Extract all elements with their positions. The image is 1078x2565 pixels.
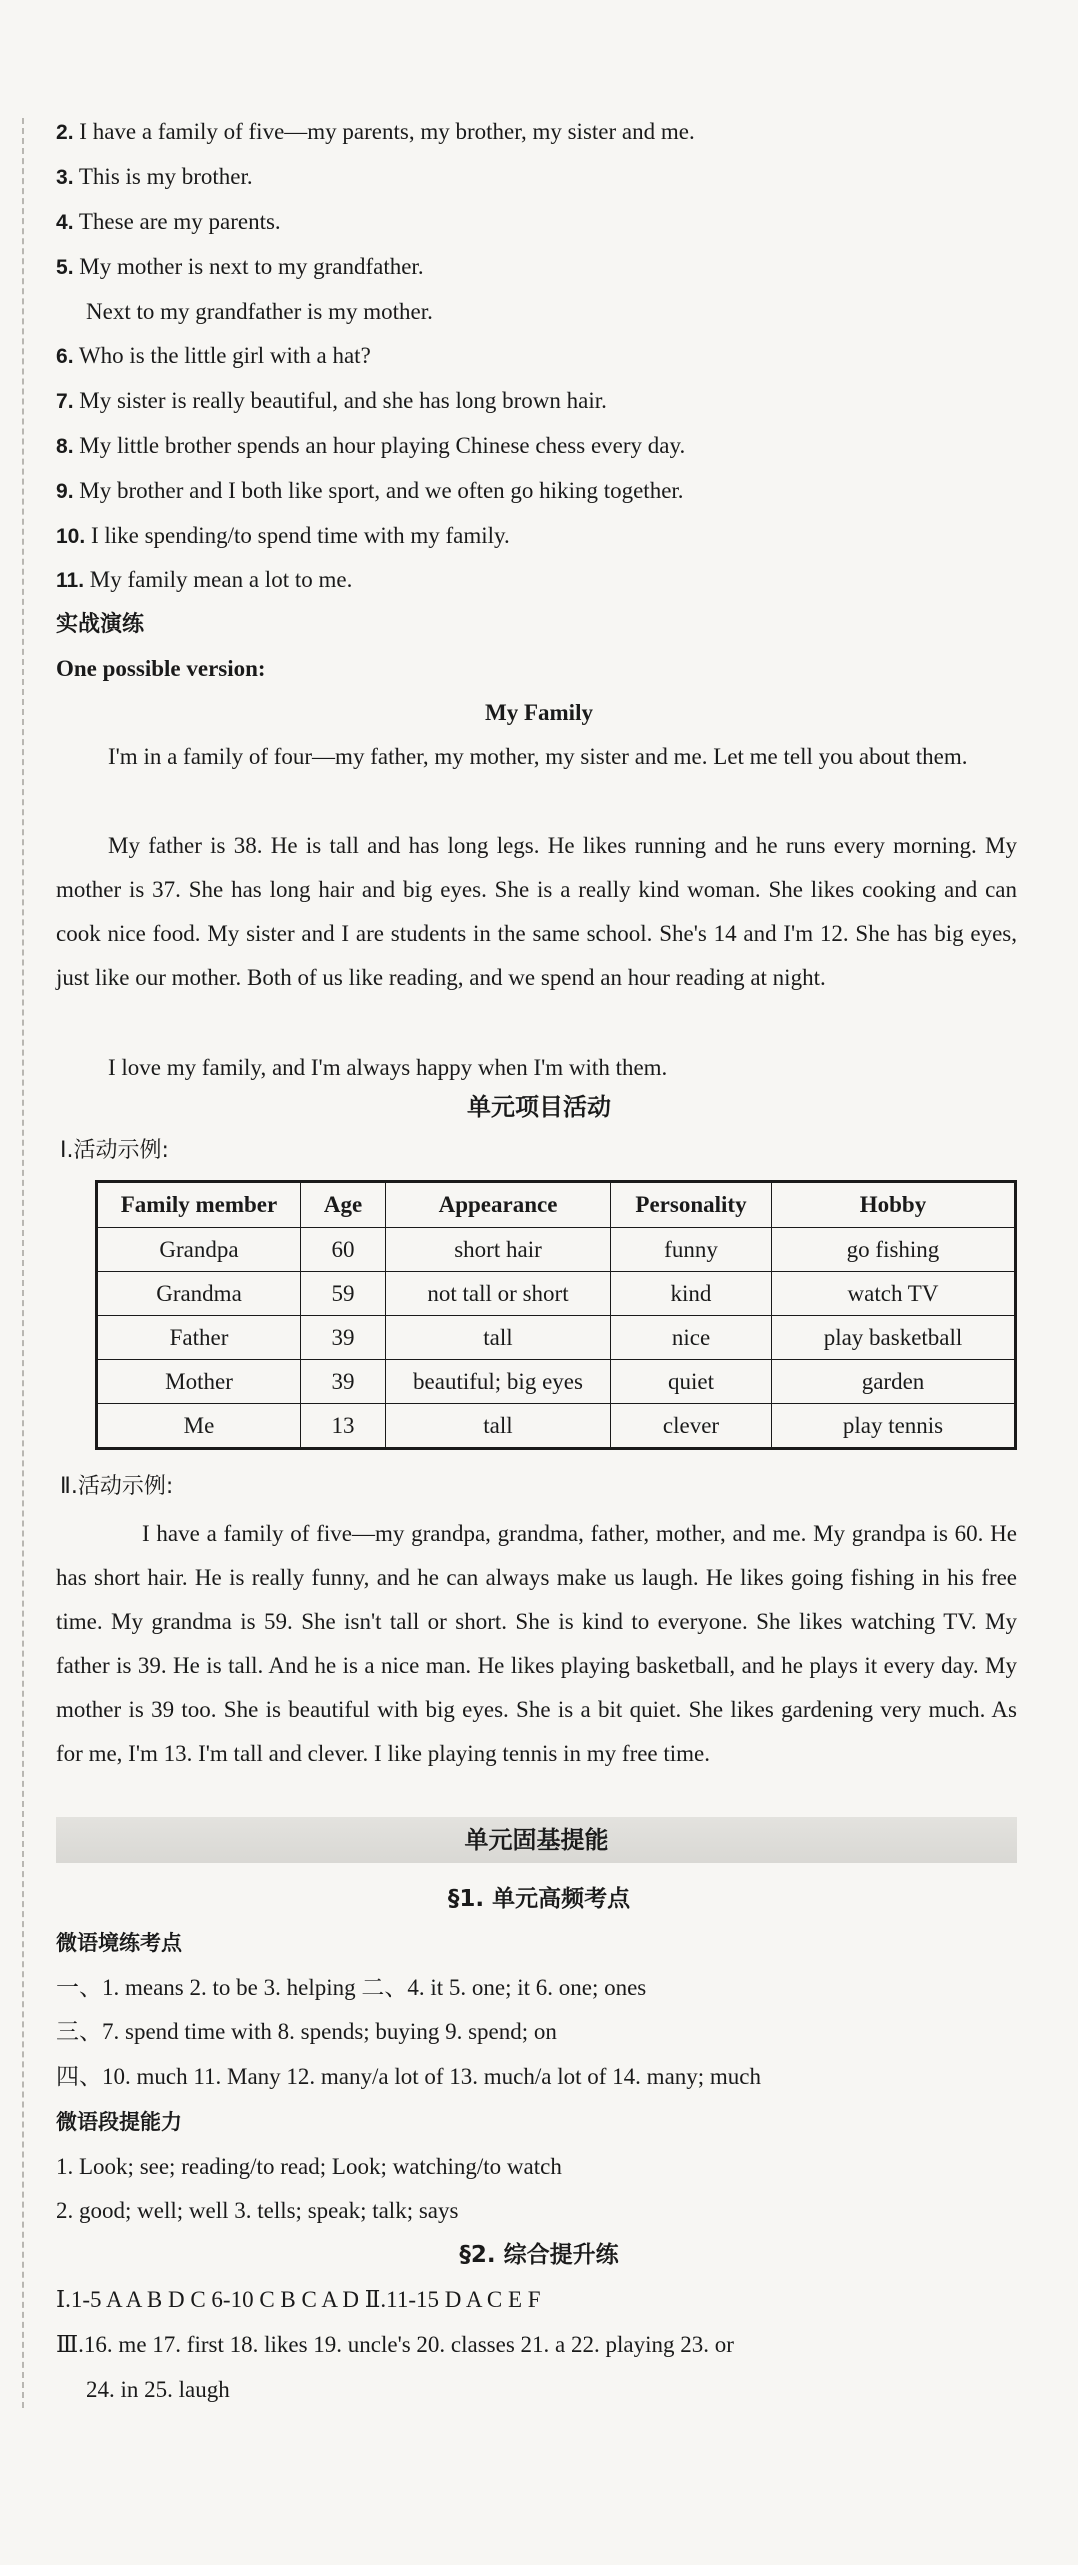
answer-line: 四、10. much 11. Many 12. many/a lot of 13. much/a lot of 14. many; much (56, 2064, 762, 2089)
table-cell: 59 (301, 1272, 386, 1316)
table-row (97, 1272, 1016, 1316)
answer-line: 三、7. spend time with 8. spends; buying 9. spend; on (56, 2019, 557, 2044)
table-cell: short hair (386, 1228, 611, 1272)
table-cell: tall (386, 1316, 611, 1360)
project-heading: 单元项目活动 (467, 1093, 611, 1121)
answer-line: 1. Look; see; reading/to read; Look; watching/to watch (56, 2154, 562, 2179)
answer-line: 6. Who is the little girl with a hat? (56, 343, 371, 368)
answer-line: 8. My little brother spends an hour playing Chinese chess every day. (56, 433, 686, 458)
answer-line: Next to my grandfather is my mother. (86, 299, 433, 324)
essay-paragraph: I'm in a family of four—my father, my mother, my sister and me. Let me tell you about them. (108, 744, 968, 769)
table-cell: clever (611, 1404, 772, 1449)
table-cell: Grandpa (97, 1228, 301, 1272)
section-band (56, 1817, 1017, 1863)
table-row (97, 1228, 1016, 1272)
table-cell: garden (772, 1360, 1016, 1404)
answer-line: 11. My family mean a lot to me. (56, 567, 353, 592)
table-cell: not tall or short (386, 1272, 611, 1316)
s1-subheading: 微语境练考点 (56, 1931, 182, 1955)
answer-line: 5. My mother is next to my grandfather. (56, 254, 424, 279)
table-cell: 60 (301, 1228, 386, 1272)
table-header: Age (301, 1182, 386, 1228)
s2-heading: §2. 综合提升练 (459, 2242, 619, 2268)
answer-line: 3. This is my brother. (56, 164, 253, 189)
table-row (97, 1360, 1016, 1404)
table-header: Personality (611, 1182, 772, 1228)
answer-line: 10. I like spending/to spend time with my family. (56, 523, 510, 548)
table-cell: Father (97, 1316, 301, 1360)
table-header-row (97, 1182, 1016, 1228)
example1-label: Ⅰ.活动示例: (60, 1138, 169, 1163)
answer-line: 7. My sister is really beautiful, and she has long brown hair. (56, 388, 607, 413)
practice-heading: 实战演练 (56, 612, 145, 637)
table-cell: funny (611, 1228, 772, 1272)
table-cell: quiet (611, 1360, 772, 1404)
table-cell: 39 (301, 1316, 386, 1360)
band-heading: 单元固基提能 (464, 1826, 609, 1854)
answer-line: 24. in 25. laugh (86, 2377, 230, 2402)
answer-line: Ⅲ.16. me 17. first 18. likes 19. uncle's 20. classes 21. a 22. playing 23. or (56, 2332, 734, 2357)
table-row (97, 1316, 1016, 1360)
answer-line: 一、1. means 2. to be 3. helping 二、4. it 5. one; it 6. one; ones (56, 1975, 647, 2000)
table-cell: Grandma (97, 1272, 301, 1316)
table-header: Appearance (386, 1182, 611, 1228)
table-cell: tall (386, 1404, 611, 1449)
table-cell: go fishing (772, 1228, 1016, 1272)
essay-paragraph: My father is 38. He is tall and has long legs. He likes running and he runs every morning. My mother is 37. She has long hair and big eyes. She is a really kind woman. She likes cooking and can cook nice food. My sister and I are students in the same school. She's 14 and I'm 12. She has big eyes, just like our mother. Both of us like reading, and we spend an hour reading at night. (56, 833, 1017, 990)
answer-line: 2. good; well; well 3. tells; speak; talk; says (56, 2198, 459, 2223)
example2-label: Ⅱ.活动示例: (60, 1474, 174, 1499)
answer-line: Ⅰ.1-5 A A B D C 6-10 C B C A D Ⅱ.11-15 D A C E F (56, 2287, 541, 2312)
left-dashed-rule (22, 118, 24, 2408)
table-cell: nice (611, 1316, 772, 1360)
s1-subheading: 微语段提能力 (56, 2110, 182, 2134)
table-cell: 39 (301, 1360, 386, 1404)
answer-line: 4. These are my parents. (56, 209, 281, 234)
table-header: Family member (97, 1182, 301, 1228)
table-cell: Mother (97, 1360, 301, 1404)
possible-version-label: One possible version: (56, 656, 266, 681)
table-cell: kind (611, 1272, 772, 1316)
table-cell: 13 (301, 1404, 386, 1449)
answer-line: 9. My brother and I both like sport, and we often go hiking together. (56, 478, 684, 503)
table-row (97, 1404, 1016, 1449)
table-header: Hobby (772, 1182, 1016, 1228)
table-cell: beautiful; big eyes (386, 1360, 611, 1404)
answer-line: 2. I have a family of five—my parents, my brother, my sister and me. (56, 119, 695, 144)
family-table (95, 1180, 1017, 1450)
example2-paragraph: I have a family of five—my grandpa, grandma, father, mother, and me. My grandpa is 60. He has short hair. He is really funny, and he can always make us laugh. He likes going fishing in his free time. My grandma is 59. She isn't tall or short. She is kind to everyone. She likes watching TV. My father is 39. He is tall. And he is a nice man. He likes playing basketball, and he plays it every day. My mother is 39 too. She is beautiful with big eyes. She is a bit quiet. She likes gardening very much. As for me, I'm 13. I'm tall and clever. I like playing tennis in my free time. (56, 1521, 1017, 1766)
essay-paragraph: I love my family, and I'm always happy when I'm with them. (108, 1055, 668, 1080)
table-cell: play basketball (772, 1316, 1016, 1360)
table-cell: Me (97, 1404, 301, 1449)
s1-heading: §1. 单元高频考点 (447, 1886, 631, 1912)
table-cell: watch TV (772, 1272, 1016, 1316)
essay-title: My Family (485, 700, 593, 725)
table-cell: play tennis (772, 1404, 1016, 1449)
